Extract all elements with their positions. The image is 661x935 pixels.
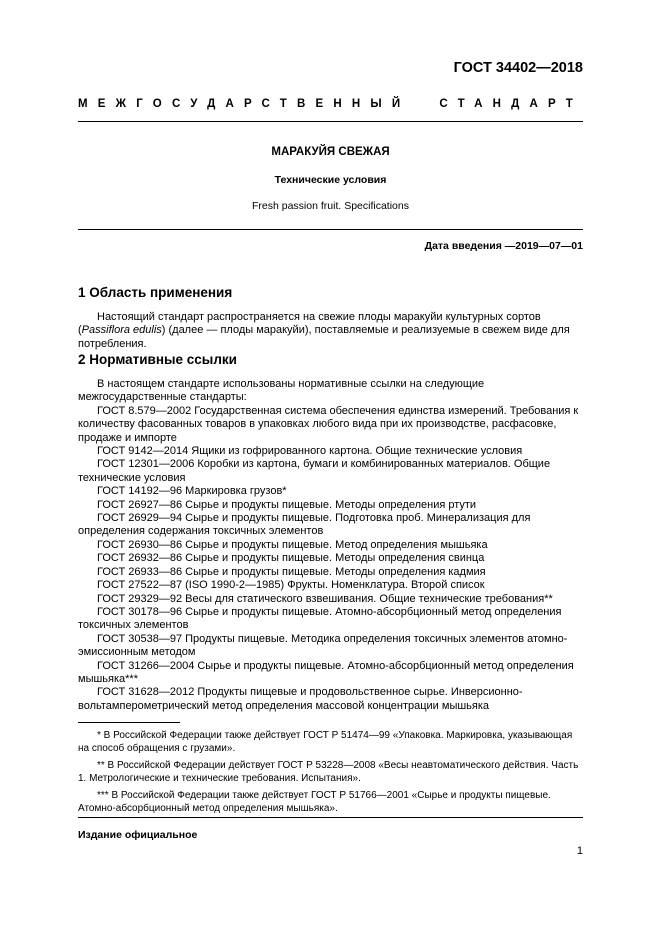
- section-1-text-b: ) (далее — плоды маракуйи), поставляемые и реализуемые в свежем виде для потребления.: [78, 324, 570, 350]
- reference-item: ГОСТ 30178—96 Сырье и продукты пищевые. Атомно-абсорбционный метод определения токсичных элементов: [78, 605, 562, 632]
- document-subtitle: Технические условия: [274, 174, 387, 186]
- reference-item: ГОСТ 26927—86 Сырье и продукты пищевые. Методы определения ртути: [97, 498, 477, 511]
- reference-item: ГОСТ 30538—97 Продукты пищевые. Методика определения токсичных элементов атомно-эмиссионным методом: [78, 632, 568, 659]
- reference-item: ГОСТ 31628—2012 Продукты пищевые и продовольственное сырье. Инверсионно-вольтамперометрический метод определения массовой концентрации мышьяка: [78, 686, 523, 712]
- official-edition-label: Издание официальное: [78, 829, 198, 841]
- footnote-1: * В Российской Федерации также действует ГОСТ Р 51474—99 «Упаковка. Маркировка, указывающая на способ обращения с грузами».: [78, 730, 573, 754]
- reference-item: ГОСТ 26930—86 Сырье и продукты пищевые. Метод определения мышьяка: [97, 538, 488, 551]
- reference-item: ГОСТ 27522—87 (ISO 1990-2—1985) Фрукты. Номенклатура. Второй список: [97, 579, 485, 592]
- banner-word-1: МЕЖГОСУДАРСТВЕННЫЙ: [78, 98, 411, 110]
- banner-rule: [78, 121, 583, 122]
- reference-item: ГОСТ 9142—2014 Ящики из гофрированного картона. Общие технические условия: [97, 445, 523, 458]
- reference-item: ГОСТ 26929—94 Сырье и продукты пищевые. Подготовка проб. Минерализация для определения содержания токсичных элементов: [78, 512, 531, 538]
- footnote-3: *** В Российской Федерации также действует ГОСТ Р 51766—2001 «Сырье и продукты пищевые. Атомно-абсорбционный метод определения мышьяка».: [78, 790, 551, 814]
- section-1-text: [78, 311, 583, 351]
- section-2-heading: 2 Нормативные ссылки: [78, 352, 237, 367]
- document-title: МАРАКУЙЯ СВЕЖАЯ: [271, 146, 390, 158]
- section-1-heading: 1 Область применения: [78, 285, 233, 300]
- page-number: 1: [576, 845, 583, 857]
- banner-word-2: СТАНДАРТ: [439, 98, 583, 110]
- document-title-english: Fresh passion fruit. Specifications: [252, 200, 409, 212]
- reference-intro: В настоящем стандарте использованы нормативные ссылки на следующие межгосударственные стандарты:: [78, 378, 485, 404]
- footnote-separator: [78, 722, 180, 723]
- introduction-date: Дата введения —2019—07—01: [424, 240, 583, 252]
- footer-rule: [78, 817, 583, 818]
- reference-item: ГОСТ 29329—92 Весы для статического взвешивания. Общие технические требования**: [97, 592, 553, 605]
- document-id: ГОСТ 34402—2018: [453, 60, 583, 76]
- species-name: Passiflora edulis: [81, 324, 162, 337]
- reference-item: ГОСТ 26932—86 Сырье и продукты пищевые. Методы определения свинца: [97, 552, 485, 565]
- standard-banner: [78, 98, 583, 110]
- reference-item: ГОСТ 12301—2006 Коробки из картона, бумаги и комбинированных материалов. Общие технические условия: [78, 458, 551, 484]
- reference-item: ГОСТ 31266—2004 Сырье и продукты пищевые. Атомно-абсорбционный метод определения мышьяка***: [78, 659, 574, 685]
- footnotes: [78, 730, 583, 821]
- reference-item: ГОСТ 14192—96 Маркировка грузов*: [97, 485, 287, 498]
- section-2-references: [78, 378, 583, 713]
- title-rule: [78, 229, 583, 230]
- reference-item: ГОСТ 8.579—2002 Государственная система обеспечения единства измерений. Требования к количеству фасованных товаров в упаковках любого вида при их производстве, расфасовке, продаже и импорте: [78, 404, 579, 444]
- footnote-2: ** В Российской Федерации действует ГОСТ Р 53228—2008 «Весы неавтоматического действия. Часть 1. Метрологические и технические требования. Испытания».: [78, 760, 579, 784]
- reference-item: ГОСТ 26933—86 Сырье и продукты пищевые. Методы определения кадмия: [97, 565, 486, 578]
- section-1-text-a: Настоящий стандарт распространяется на свежие плоды маракуйи культурных сортов (: [78, 311, 541, 337]
